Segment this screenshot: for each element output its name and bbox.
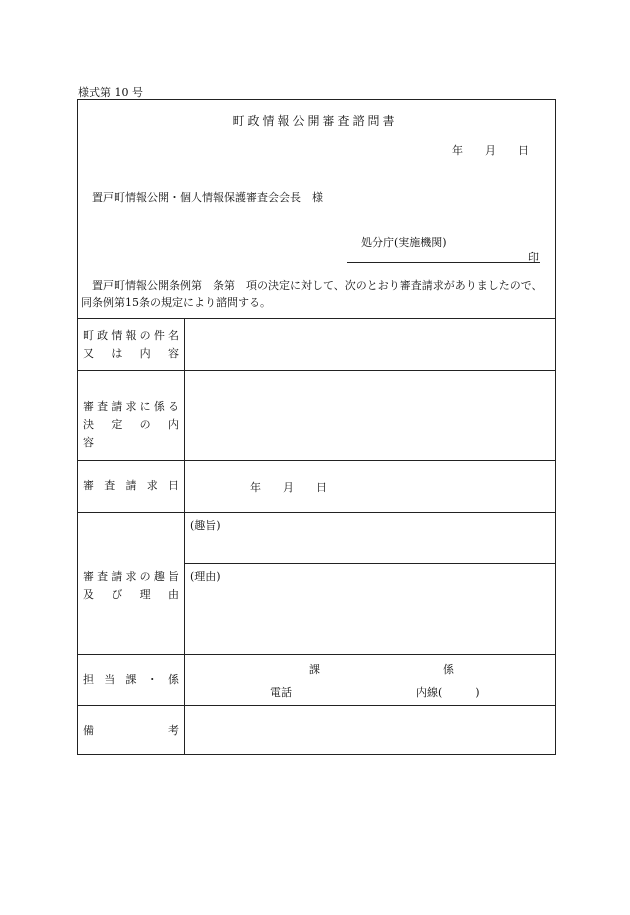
label-line: 審査請求の趣旨	[83, 570, 179, 583]
addressee: 置戸町情報公開・個人情報保護審査会会長 様	[92, 191, 323, 204]
table-rule	[77, 512, 556, 513]
row-label-purpose	[83, 568, 179, 604]
table-rule	[184, 563, 556, 564]
table-rule	[77, 705, 556, 706]
label-line: 審査請求に係る	[83, 400, 179, 413]
table-rule	[77, 654, 556, 655]
extension-label: 内線( )	[416, 686, 480, 699]
label-line: 決 定 の 内 容	[83, 418, 190, 449]
remarks-field[interactable]	[186, 707, 554, 753]
table-rule	[77, 460, 556, 461]
signature-line	[347, 262, 540, 263]
label-line: 及 び 理 由	[83, 588, 179, 601]
label-line: 又 は 内 容	[83, 347, 179, 360]
subsection-label: 係	[443, 663, 454, 676]
seal-mark: 印	[528, 251, 539, 264]
request-date-value[interactable]: 年 月 日	[250, 481, 327, 494]
label-line: 審査請求日	[83, 479, 179, 492]
section-label: 課	[309, 663, 320, 676]
label-line: 町政情報の件名	[83, 329, 179, 342]
row-label-document-name	[83, 327, 179, 363]
form-number: 様式第 10 号	[78, 86, 143, 99]
document-name-field[interactable]	[186, 320, 554, 368]
reason-heading: (理由)	[190, 570, 221, 583]
row-label-contact	[83, 671, 179, 689]
row-label-request-date	[83, 477, 179, 495]
decision-field[interactable]	[186, 372, 554, 458]
purpose-heading: (趣旨)	[190, 519, 221, 532]
phone-label: 電話	[270, 686, 292, 699]
row-label-remarks	[83, 722, 179, 740]
table-rule	[77, 370, 556, 371]
label-line: 担当課・係	[83, 673, 179, 686]
body-text: 置戸町情報公開条例第 条第 項の決定に対して、次のとおり審査請求がありましたので、同条例第15条の規定により諮問する。	[81, 279, 543, 309]
label-line: 備 考	[83, 724, 179, 737]
date-line: 年 月 日	[452, 144, 529, 157]
row-label-decision	[83, 398, 190, 452]
document-title: 町政情報公開審査諮問書	[232, 114, 398, 128]
table-column-divider	[184, 318, 185, 755]
agency-label: 処分庁(実施機関)	[361, 236, 447, 249]
table-rule	[77, 318, 556, 319]
